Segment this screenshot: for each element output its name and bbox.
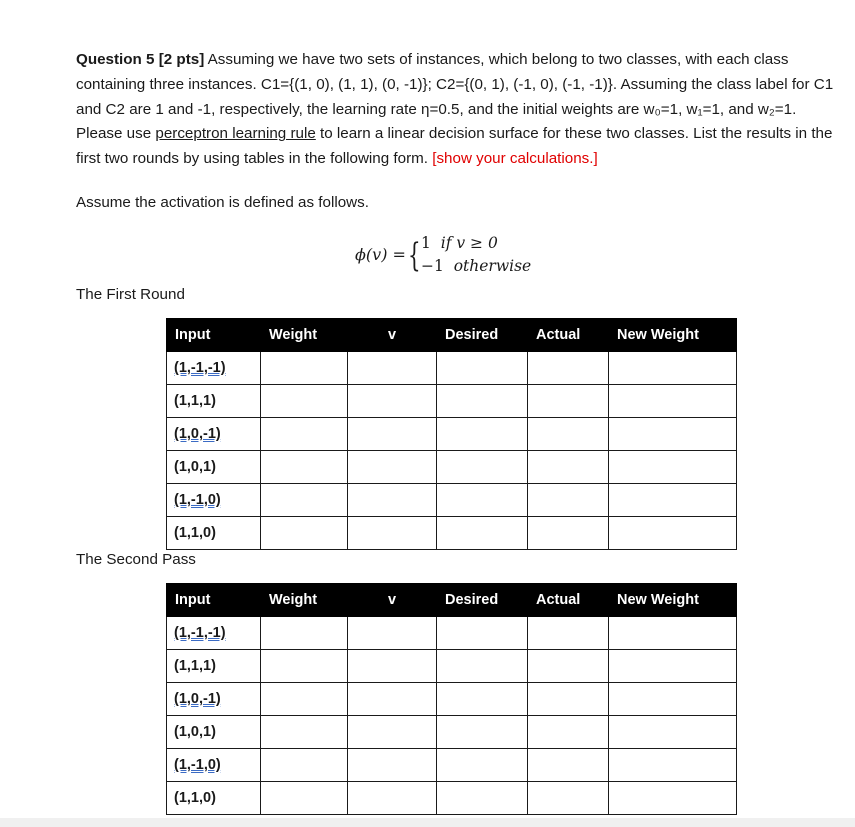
table-header-row — [167, 319, 737, 352]
input-cell: (1,1,1) — [167, 650, 261, 683]
actual-cell[interactable] — [528, 716, 609, 749]
input-cell: (1,1,0) — [167, 517, 261, 550]
header-input: Input — [167, 584, 261, 617]
input-cell: (1,-1,-1) — [167, 617, 261, 650]
desired-cell[interactable] — [437, 749, 528, 782]
input-cell: (1,-1,0) — [167, 749, 261, 782]
new-weight-cell[interactable] — [609, 716, 737, 749]
v-cell[interactable] — [348, 451, 437, 484]
input-cell: (1,-1,-1) — [167, 352, 261, 385]
actual-cell[interactable] — [528, 352, 609, 385]
input-cell: (1,0,1) — [167, 716, 261, 749]
weight-cell[interactable] — [261, 683, 348, 716]
formula-lhs: ϕ(v) = — [355, 245, 406, 264]
table-header-row — [167, 584, 737, 617]
new-weight-cell[interactable] — [609, 617, 737, 650]
question-heading: Question 5 [2 pts] — [76, 51, 205, 68]
desired-cell[interactable] — [437, 716, 528, 749]
first-round-table — [166, 318, 737, 550]
table-row — [167, 716, 737, 749]
calculation-note: [show your calculations.] — [432, 150, 598, 168]
actual-cell[interactable] — [528, 683, 609, 716]
v-cell[interactable] — [348, 352, 437, 385]
table-row — [167, 617, 737, 650]
weight-cell[interactable] — [261, 782, 348, 815]
new-weight-cell[interactable] — [609, 484, 737, 517]
table-row — [167, 385, 737, 418]
header-new-weight: New Weight — [609, 584, 737, 617]
formula-case-1: 1 if v ≥ 0 — [421, 234, 498, 252]
new-weight-cell[interactable] — [609, 451, 737, 484]
activation-formula — [355, 234, 555, 280]
new-weight-cell[interactable] — [609, 385, 737, 418]
new-weight-cell[interactable] — [609, 418, 737, 451]
new-weight-cell[interactable] — [609, 749, 737, 782]
weight-cell[interactable] — [261, 716, 348, 749]
desired-cell[interactable] — [437, 451, 528, 484]
input-cell: (1,0,-1) — [167, 683, 261, 716]
v-cell[interactable] — [348, 484, 437, 517]
page-bottom-strip — [0, 818, 855, 827]
activation-intro: Assume the activation is defined as follows. — [76, 194, 369, 211]
actual-cell[interactable] — [528, 782, 609, 815]
weight-cell[interactable] — [261, 517, 348, 550]
v-cell[interactable] — [348, 517, 437, 550]
v-cell[interactable] — [348, 749, 437, 782]
weight-cell[interactable] — [261, 418, 348, 451]
header-v: v — [348, 584, 437, 617]
actual-cell[interactable] — [528, 617, 609, 650]
input-cell: (1,0,1) — [167, 451, 261, 484]
v-cell[interactable] — [348, 650, 437, 683]
desired-cell[interactable] — [437, 683, 528, 716]
desired-cell[interactable] — [437, 484, 528, 517]
desired-cell[interactable] — [437, 517, 528, 550]
second-round-label: The Second Pass — [76, 551, 196, 568]
header-v: v — [348, 319, 437, 352]
header-weight: Weight — [261, 584, 348, 617]
weight-cell[interactable] — [261, 352, 348, 385]
header-desired: Desired — [437, 319, 528, 352]
question-text-2: to learn a linear decision surface for these two classes. List the results in the first two rounds by using tables in the following form. — [76, 125, 833, 168]
table-row — [167, 782, 737, 815]
actual-cell[interactable] — [528, 749, 609, 782]
actual-cell[interactable] — [528, 484, 609, 517]
table-row — [167, 517, 737, 550]
desired-cell[interactable] — [437, 418, 528, 451]
new-weight-cell[interactable] — [609, 782, 737, 815]
v-cell[interactable] — [348, 683, 437, 716]
second-round-table — [166, 583, 737, 815]
table-row — [167, 683, 737, 716]
new-weight-cell[interactable] — [609, 352, 737, 385]
desired-cell[interactable] — [437, 352, 528, 385]
header-input: Input — [167, 319, 261, 352]
table-row — [167, 484, 737, 517]
formula-brace: { — [408, 235, 421, 274]
question-text-1: Assuming we have two sets of instances, which belong to two classes, with each class containing three instances. C1={(1, 0), (1, 1), (0, -1)}; C2={(0, 1), (-1, 0), (-1, -1)}. Assuming the class label for C1 and C2 are 1 and -1, respectively, the learning rate η=0.5, and the initial weights are w₀=1, w₁=1, and w₂=1. Please use — [76, 51, 834, 143]
desired-cell[interactable] — [437, 650, 528, 683]
weight-cell[interactable] — [261, 617, 348, 650]
table-row — [167, 749, 737, 782]
weight-cell[interactable] — [261, 484, 348, 517]
actual-cell[interactable] — [528, 418, 609, 451]
table-row — [167, 451, 737, 484]
formula-case-2: −1 otherwise — [421, 257, 532, 275]
new-weight-cell[interactable] — [609, 650, 737, 683]
header-weight: Weight — [261, 319, 348, 352]
header-new-weight: New Weight — [609, 319, 737, 352]
weight-cell[interactable] — [261, 749, 348, 782]
question-paragraph — [76, 48, 836, 172]
input-cell: (1,0,-1) — [167, 418, 261, 451]
header-actual: Actual — [528, 584, 609, 617]
weight-cell[interactable] — [261, 451, 348, 484]
header-actual: Actual — [528, 319, 609, 352]
header-desired: Desired — [437, 584, 528, 617]
table-row — [167, 650, 737, 683]
v-cell[interactable] — [348, 418, 437, 451]
actual-cell[interactable] — [528, 650, 609, 683]
desired-cell[interactable] — [437, 385, 528, 418]
desired-cell[interactable] — [437, 617, 528, 650]
v-cell[interactable] — [348, 385, 437, 418]
actual-cell[interactable] — [528, 517, 609, 550]
perceptron-rule-link[interactable]: perceptron learning rule — [155, 125, 316, 143]
v-cell[interactable] — [348, 716, 437, 749]
weight-cell[interactable] — [261, 650, 348, 683]
input-cell: (1,1,0) — [167, 782, 261, 815]
actual-cell[interactable] — [528, 451, 609, 484]
weight-cell[interactable] — [261, 385, 348, 418]
table-row — [167, 352, 737, 385]
desired-cell[interactable] — [437, 782, 528, 815]
v-cell[interactable] — [348, 617, 437, 650]
actual-cell[interactable] — [528, 385, 609, 418]
table-row — [167, 418, 737, 451]
input-cell: (1,-1,0) — [167, 484, 261, 517]
first-round-label: The First Round — [76, 286, 185, 303]
input-cell: (1,1,1) — [167, 385, 261, 418]
v-cell[interactable] — [348, 782, 437, 815]
new-weight-cell[interactable] — [609, 517, 737, 550]
new-weight-cell[interactable] — [609, 683, 737, 716]
